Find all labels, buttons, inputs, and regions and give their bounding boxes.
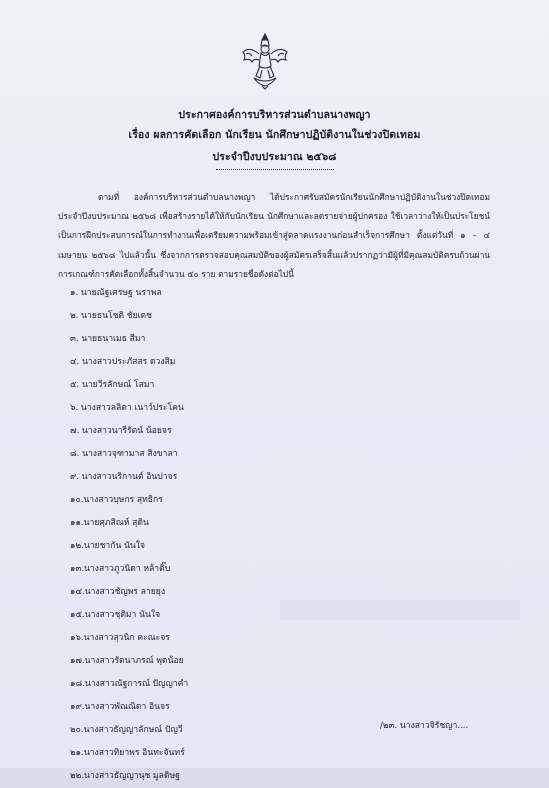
list-item: ๑๘.นางสาวณัฐการณ์ ปัญญาคำ	[70, 679, 189, 689]
list-item: ๒๑.นางสาวทิยาพร อินทะจันทร์	[70, 748, 185, 758]
list-item: ๘. นางสาวจุฑามาส สิงขาลา	[70, 449, 178, 459]
bleed-through-shadow	[280, 600, 520, 620]
announcement-paragraph: ตามที่ องค์การบริหารส่วนตำบลนางพญา ได้ประกาศรับสมัครนักเรียนนักศึกษาปฏิบัติงานในช่วงปิดเทอม ประจำปีงบประมาณ ๒๕๖๘ เพื่อสร้างรายได้ให้กับนักเรียน นักศึกษาและลดรายจ่ายผู้ปกครอง ใช้เวลาว่างให้เป็นประโยชน์เป็นการฝึกประสบการณ์ในการทำงานเพื่อเตรียมความพร้อมเข้าสู่ตลาดแรงงานก่อนสำเร็จการศึกษา ตั้งแต่วันที่ ๑ – ๔ เมษายน ๒๕๖๘ ไปแล้วนั้น ซึ่งจากการตรวจสอบคุณสมบัติของผู้สมัครเสร็จสิ้นแล้วปรากฏว่ามีผู้ที่มีคุณสมบัติครบถ้วนผ่านการเกณฑ์การคัดเลือกทั้งสิ้นจำนวน ๕๐ ราย ตามรายชื่อดังต่อไปนี้	[58, 192, 490, 279]
fiscal-year-line: ประจำปีงบประมาณ ๒๕๖๘	[212, 151, 337, 163]
continuation-note: /๒๓. นางสาวจิรัชญา....	[380, 721, 469, 731]
list-item: ๑๖.นางสาวสุวนิก คะณะจร	[70, 633, 170, 643]
list-item: ๑๗.นางสาวรัตนาภรณ์ พุดน้อย	[70, 656, 184, 666]
list-item: ๑. นายณัฐเศรษฐ นราพล	[70, 288, 162, 298]
list-item: ๑๔.นางสาวชัญพร ลายยุง	[70, 587, 166, 597]
announcement-issuer: ประกาศองค์การบริหารส่วนตำบลนางพญา	[178, 109, 371, 121]
list-item: ๓. นายธนาเมธ สีมา	[70, 334, 146, 344]
list-item: ๑๐.นางสาวบุษกร สุทธิกร	[70, 495, 163, 505]
list-item: ๙. นางสาวนริกานต์ อินปาจร	[70, 472, 178, 482]
garuda-emblem-icon	[240, 32, 290, 90]
list-item: ๑๒.นายชากัน นันใจ	[70, 541, 146, 551]
list-item: ๖. นางสาวลลิตา เนาว์ประโคน	[70, 403, 184, 413]
selected-names-list	[70, 282, 188, 788]
list-item: ๑๑.นายศุภสิณห์ สุดิน	[70, 518, 149, 528]
list-item: ๕. นายวีรลักษณ์ โสมา	[70, 380, 155, 390]
list-item: ๑๕.นางสาวชุติมา นันใจ	[70, 610, 161, 620]
list-item: ๒๒.นางสาวธัญญานุช มูลดิษฐ	[70, 771, 180, 781]
list-item: ๒๐.นางสาวธัญญาลักษณ์ ปัญวี	[70, 725, 183, 735]
list-item: ๗. นางสาวนารีรัตน์ น้อยจร	[70, 426, 172, 436]
list-item: ๔. นางสาวประภัสสร ดวงสิม	[70, 357, 176, 367]
list-item: ๒. นายธนโชติ ชัยเดช	[70, 311, 152, 321]
list-item: ๑๓.นางสาวภูวนิดา หล้าติ๊บ	[70, 564, 171, 574]
title-divider	[216, 169, 334, 170]
list-item: ๑๙.นางสาวพัณณิดา อินจร	[70, 702, 170, 712]
announcement-subject: เรื่อง ผลการคัดเลือก นักเรียน นักศึกษาปฏิบัติงานในช่วงปิดเทอม	[128, 129, 421, 141]
